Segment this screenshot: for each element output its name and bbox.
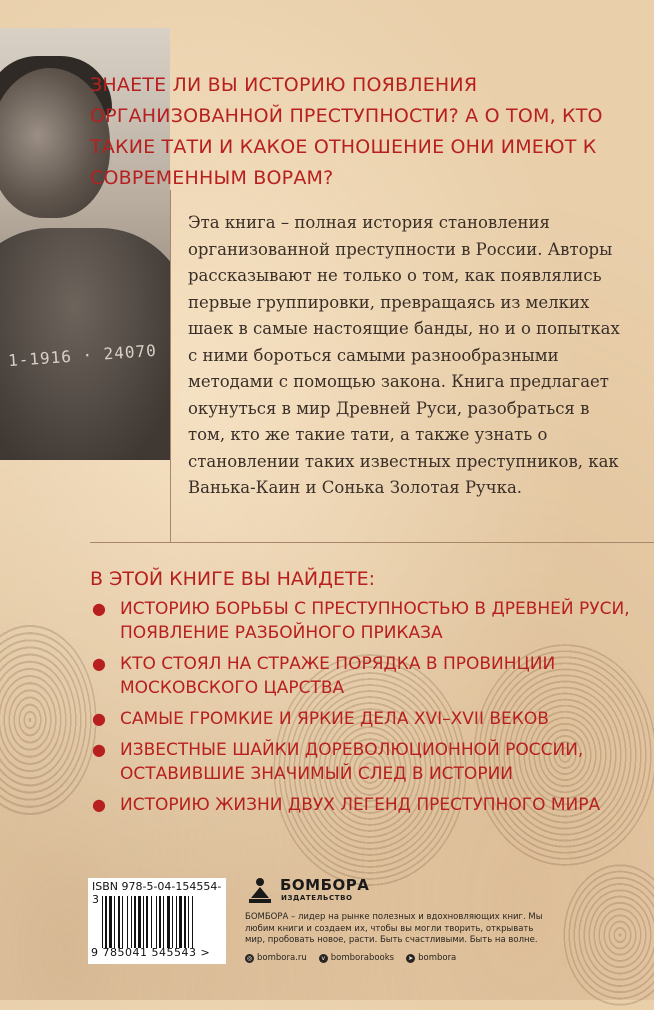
publisher-subtitle: ИЗДАТЕЛЬСТВО: [281, 894, 353, 902]
bullet-icon: ●: [92, 740, 106, 759]
list-item: [90, 597, 640, 645]
list-item-text: ИЗВЕСТНЫЕ ШАЙКИ ДОРЕВОЛЮЦИОННОЙ РОССИИ, ОСТАВИВШИЕ ЗНАЧИМЫЙ СЛЕД В ИСТОРИИ: [120, 740, 584, 784]
social-website[interactable]: [245, 953, 307, 963]
barcode-bars-icon: [102, 896, 214, 948]
list-item: [90, 707, 640, 731]
globe-icon: ◎: [246, 954, 253, 962]
social-website-label: bombora.ru: [257, 953, 307, 963]
social-books-label: bomborabooks: [330, 953, 395, 963]
list-item-text: ИСТОРИЮ ЖИЗНИ ДВУХ ЛЕГЕНД ПРЕСТУПНОГО МИРА: [120, 795, 601, 815]
telegram-icon: ➤: [408, 954, 414, 962]
bullet-icon: ●: [92, 599, 106, 618]
bullet-icon: ●: [92, 654, 106, 673]
bullet-icon: ●: [92, 795, 106, 814]
list-item: [90, 652, 640, 700]
social-messenger[interactable]: [406, 953, 456, 963]
divider-vertical: [170, 190, 171, 542]
photo-handwritten-mark: 1-1916 · 24070: [7, 340, 158, 371]
fingerprint-decoration: [0, 620, 100, 820]
list-item: [90, 793, 640, 817]
list-item-text: САМЫЕ ГРОМКИЕ И ЯРКИЕ ДЕЛА XVI–XVII ВЕКОВ: [120, 709, 549, 729]
list-item: [90, 738, 640, 786]
findings-list: [90, 597, 640, 824]
findings-heading: В ЭТОЙ КНИГЕ ВЫ НАЙДЕТЕ:: [90, 568, 375, 590]
fingerprint-decoration: [560, 860, 654, 1010]
bullet-icon: ●: [92, 709, 106, 728]
list-item-text: КТО СТОЯЛ НА СТРАЖЕ ПОРЯДКА В ПРОВИНЦИИ МОСКОВСКОГО ЦАРСТВА: [120, 654, 556, 698]
social-links: [245, 953, 456, 963]
vk-icon: v: [319, 954, 328, 963]
barcode-digits: 9 785041 545543 >: [91, 946, 211, 959]
publisher-description: БОМБОРА – лидер на рынке полезных и вдохновляющих книг. Мы любим книги и создаем их, чтобы вы могли творить, открывать мир, пробовать новое, расти. Быть счастливыми. Быть на волне.: [245, 912, 543, 945]
isbn-text: ISBN 978-5-04-154554-3: [92, 880, 222, 906]
barcode-block: [88, 878, 226, 964]
social-messenger-label: bombora: [418, 953, 457, 963]
list-item-text: ИСТОРИЮ БОРЬБЫ С ПРЕСТУПНОСТЬЮ В ДРЕВНЕЙ РУСИ, ПОЯВЛЕНИЕ РАЗБОЙНОГО ПРИКАЗА: [120, 599, 630, 643]
bombora-logo-icon: [245, 876, 275, 906]
social-books[interactable]: [319, 953, 394, 963]
book-description: Эта книга – полная история становления организованной преступности в России. Авторы рассказывают не только о том, как появлялись первые группировки, превращаясь из мелких шаек в самые настоящие банды, но и о попытках с ними бороться самыми разнообразными методами с помощью закона. Книга предлагает окунуться в мир Древней Руси, разобраться в том, кто же такие тати, а также узнать о становлении таких известных преступников, как Ванька-Каин и Сонька Золотая Ручка.: [188, 213, 620, 497]
intro-question: ЗНАЕТЕ ЛИ ВЫ ИСТОРИЮ ПОЯВЛЕНИЯ ОРГАНИЗОВАННОЙ ПРЕСТУПНОСТИ? А О ТОМ, КТО ТАКИЕ ТАТИ И КАКОЕ ОТНОШЕНИЕ ОНИ ИМЕЮТ К СОВРЕМЕННЫМ ВОРАМ?: [90, 74, 603, 189]
divider-horizontal: [90, 542, 654, 543]
publisher-name: БОМБОРА: [280, 876, 370, 894]
